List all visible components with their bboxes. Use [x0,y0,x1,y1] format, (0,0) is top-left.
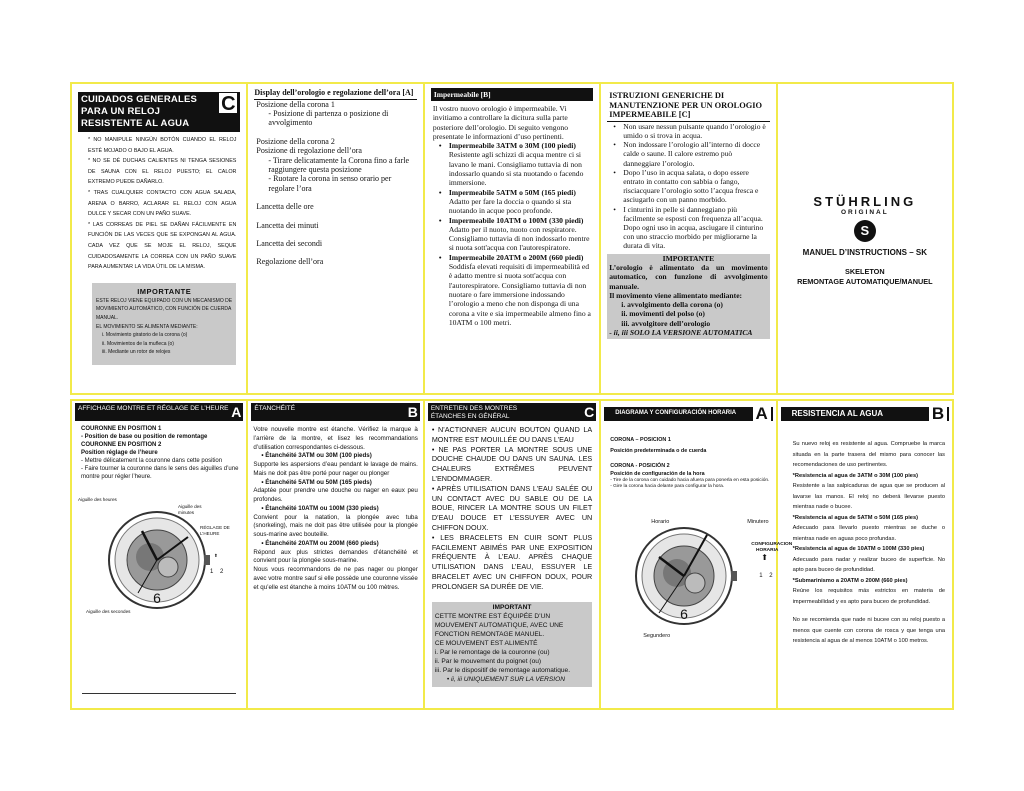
display-text [604,421,772,490]
text-line: Posizione della corona 2 [256,136,335,146]
list-item: • LES BRACELETS EN CUIR SONT PLUS FACILEMENT ABIMÉS PAR UNE EXPOSITION FRÉQUENTE À L’EAU. APRÈS CHAQUE UTILISATION DANS L’EAU, ESSUYER LE BRACELET AVEC UN CHIFFON DOUX, POUR PROLONGER SA DURÉE DE VIE. [431,532,593,591]
panel-french-display [72,401,248,708]
panel-italian-care [601,84,777,393]
text-para: Répond aux plus strictes demandes d’étanchéité et convient pour la plongée sous-marine. [253,548,418,565]
sheet-bottom [70,399,954,710]
text-para: • Étanchéité 10ATM ou 100M (330 pieds) [261,504,379,512]
important-line: i. avvolgimento della corona (o) [621,300,723,310]
panel-title: Display dell’orologio e regolazione dell’ora [A] [254,88,416,100]
divider [82,693,236,694]
panel-header [781,404,949,423]
water-list [433,141,591,327]
text-line: Regolazione dell’ora [256,257,324,267]
text-para: No se recomienda que nade ni bucee con su reloj puesto a menos que cuente con corona de rosca y que tenga una resistencia al agua de al menos 10ATM o 100 metros. [792,617,946,644]
important-line: CE MOUVEMENT EST ALIMENTÉ [434,639,538,647]
list-item: • Impermeabile 5ATM o 50M (165 piedi) Adatto per fare la doccia o quando si sta nuotando in acque poco profonde. [438,187,576,216]
dial-numeral: 6 [680,606,689,622]
minute-hand-label: Minutero [747,519,769,525]
care-list [607,122,769,251]
water-text [431,101,593,327]
hour-hand-label: Horario [651,519,670,525]
text-line: COURONNE EN POSITION 2 [81,442,162,448]
text-line: - Tire de la corona con cuidado hacia afuera para ponerla en esta posición. [610,478,770,483]
panel-italian-display [248,84,424,393]
panel-title: ENTRETIEN DES MONTRES ÉTANCHES EN GÉNÉRAL [430,405,518,420]
panel-spanish-display [601,401,793,708]
important-line: i. Movimiento giratorio de la corona (o) [102,332,188,339]
text-para: *Resistencia al agua de 5ATM o 50M (165 pies) [792,514,919,521]
list-item: • Impermeabile 20ATM o 200M (660 piedi) Soddisfa elevati requisiti di impermeabilità ed è adatto mentre si nuota sott'acqua con l'autorespiratore. Consigliamo tuttavia di non nuotare o fare immersione indossando l’orologio a meno che non disponga di una corona a vite e sia impermeabile almeno fino a 10ATM o 100 metri. [438,252,591,327]
panel-header [428,403,596,421]
panel-title: ISTRUZIONI GENERICHE DI MANUTENZIONE PER UN OROLOGIO IMPERMEABILE [C] [607,88,769,122]
text-para: Nous vous recommandons de ne pas nager ou plonger avec votre montre sauf si elle possède une couronne vissée et qu’elle est étanche à moins 10ATM ou 100 mètres. [253,566,418,591]
list-item: • Impermeabile 10ATM o 100M (330 piedi) Adatto per il nuoto, nuoto con respiratore. Consigliamo tuttavia di non indossarlo mentre si nuota sott'acqua con l'autorespiratore. [438,215,590,253]
text-line: Posición de configuración de la hora [610,470,705,477]
crown-pos-2: 2 [769,573,773,579]
text-line: Posizione della corona 1 [256,99,335,109]
list-item: • Non indossare l’orologio all’interno di docce calde o saune. Il calore estremo può danneggiare l’orologio. [613,140,761,168]
important-foot: - ii, iii SOLO LA VERSIONE AUTOMATICA [609,328,753,337]
arrow-up-icon: ⬆ [214,553,218,558]
text-para: • Étanchéité 20ATM ou 200M (660 pieds) [261,539,379,547]
panel-header [251,403,419,421]
important-line: iii. Mediante un rotor de relojes [102,349,171,356]
important-title: IMPORTANT [492,603,532,611]
panel-header [78,92,240,132]
text-line: Lancetta dei secondi [256,238,323,248]
dial-numeral: 6 [153,590,161,606]
text-para: Adecuado para llevarlo puesto mientras se duche o mientras nade en aguas poco profundas. [792,525,946,542]
second-hand-label: Aiguille des secondes [86,609,131,614]
text-line: Lancetta delle ore [256,202,314,212]
section-letter: C [218,92,238,114]
list-item: • N’ACTIONNER AUCUN BOUTON QUAND LA MONTRE EST MOUILLÉE OU DANS L’EAU [431,425,593,444]
panel-title: CUIDADOS GENERALES PARA UN RELOJ RESISTENTE AL AGUA [81,94,198,129]
text-line: CORONA – POSICION 1 [610,437,671,443]
important-title: IMPORTANTE [137,286,192,296]
sheet-top [70,82,954,395]
text-line: COURONNE EN POSITION 1 [81,426,162,432]
crown-pos-1: 1 [210,569,214,575]
important-title: IMPORTANTE [662,253,715,263]
text-line: Lancetta dei minuti [256,220,319,230]
text-line: - Faire tourner la couronne dans le sens des aiguilles d’une montre pour régler l’heure. [81,466,239,480]
important-sub: Il movimento viene alimentato mediante: [609,290,743,300]
panel-title: AFFICHAGE MONTRE ET RÉGLAGE DE L’HEURE [78,405,229,412]
section-letter: B [929,405,947,423]
panel-title: RESISTENCIA AL AGUA [791,409,884,418]
panel-header [75,403,243,421]
section-letter: C [584,404,595,420]
important-line: • ii, iii UNIQUEMENT SUR LA VERSION [446,675,566,683]
text-para: *Resistencia al agua de 10ATM o 100M (330 pies) [792,546,925,552]
panel-cover [778,84,952,393]
list-item: • APRÈS UTILISATION DANS L’EAU SALÉE OU UN CONTACT AVEC DU SABLE OU DE LA BOUE, RINCER LA MONTRE SOUS UN FILET D’EAU DOUCE ET L’ESSUYER AVEC UN CHIFFON DOUX. [431,483,593,532]
important-box [92,283,236,365]
text-line: Posición predeterminada o de cuerda [610,447,707,454]
important-line: ii. movimenti del polso (o) [621,309,705,319]
text-line: - Tirare delicatamente la Corona fino a farle raggiungere questa posizione [268,155,410,174]
text-para: Convient pour la natation, la plongée avec tuba (snorkeling), mais ne doit pas être utilisée pour la plongée sous-marine avec bouteille. [253,513,418,538]
brand-logo: STÜHRLING [813,194,917,209]
important-text: L’orologio è alimentato da un movimento automatico, con funzione di avvolgimento manuale. [609,262,768,291]
text-line: CORONA - POSICIÓN 2 [610,463,670,469]
text-line: - Posizione di partenza o posizione di avvolgimento [268,108,389,128]
time-config-label: CONFIGURACION HORARIA [751,542,793,553]
hour-hand-label: Aiguille des heures [78,497,117,502]
text-line: Posizione di regolazione dell’ora [256,146,362,156]
text-para: *Resistencia al agua de 3ATM o 30M (100 pies) [792,472,919,479]
second-hand-label: Segundero [643,633,671,639]
text-para: Adaptée pour prendre une douche ou nager en eaux peu profondes. [253,487,418,503]
manual-title: MANUEL D’INSTRUCTIONS – SK [802,248,927,257]
text-para: *Submarinismo a 20ATM o 200M (660 pies) [792,577,908,584]
care-item: * LAS CORREAS DE PIEL SE DAÑAN FÁCILMENTE EN FUNCIÓN DE LAS VECES QUE SE EXPONGAN AL AGUA. CADA VEZ QUE SE MOJE EL RELOJ, SEQUE CUIDADOSAMENTE LA CORREA CON UN PAÑO SUAVE PARA AUMENTAR LA VIDA ÚTIL DE LA MISMA. [88,221,237,271]
text-para: • Étanchéité 3ATM ou 30M (100 pieds) [261,452,372,460]
water-text [251,421,419,592]
model-name: SKELETON [845,267,885,276]
panel-header [604,404,772,423]
important-line: ii. Movimientos de la muñeca (o) [102,340,174,347]
arrow-up-icon: ⬆ [761,553,768,562]
panel-title: DIAGRAMA Y CONFIGURACIÓN HORARIA [615,410,737,416]
water-text [781,421,949,647]
text-para: Adecuado para nadar y realizar buceo de superficie. No apto para buceo de profundidad. [792,556,946,573]
care-item: * NO MANIPULE NINGÚN BOTÓN CUANDO EL RELOJ ESTÉ MOJADO O BAJO EL AGUA. [88,137,237,154]
care-item: * NO SE DÉ DUCHAS CALIENTES NI TENGA SESIONES DE SAUNA CON EL RELOJ PUESTO; EL CALOR EXTREMO PUEDE DAÑARLO. [88,158,237,186]
care-list [428,421,596,592]
panel-french-care [425,401,601,708]
model-sub: REMONTAGE AUTOMATIQUE/MANUEL [797,277,933,286]
time-setting-label: RÉGLAGE DE L’HEURE [200,525,230,536]
important-box [432,602,592,687]
panel-spanish-water [778,401,952,708]
text-line: Position réglage de l’heure [81,450,158,456]
intro-text: Il vostro nuovo orologio è impermeabile. Vi invitiamo a controllare la dicitura sulla parte posteriore dell’orologio. Di seguito vengono presentate le informazioni d’uso pertinenti. [432,104,568,141]
crown-pos-2: 2 [220,569,224,575]
important-line: i. Par le remontage de la couronne (ou) [434,648,550,656]
panel-title: Impermeabile [B] [431,88,593,101]
care-item: * TRAS CUALQUIER CONTACTO CON AGUA SALADA, ARENA O BARRO, ACLARAR EL RELOJ CON AGUA DULCE Y SECAR CON UN PAÑO SUAVE. [88,189,237,218]
text-para: Supporte les aspersions d’eau pendant le lavage de mains. Mais ne doit pas être porté pour nager ou plonger [253,461,418,477]
list-item: • I cinturini in pelle si danneggiano più facilmente se esposti con frequenza all’acqua. Dopo ogni uso in acqua, asciugare il cinturino con uno straccio morbido per migliorarne la durata di vita. [613,204,764,251]
important-line: EL MOVIMIENTO SE ALIMENTA MEDIANTE: [96,323,198,330]
panel-italian-water [425,84,601,393]
section-letter: A [753,405,771,423]
important-line: CETTE MONTRE EST ÉQUIPÉE D’UN MOUVEMENT AUTOMATIQUE, AVEC UNE FONCTION REMONTAGE MANUEL. [434,612,564,638]
important-line: ii. Par le mouvement du poignet (ou) [434,657,542,665]
text-para: Reúne los requisitos más estrictos en materia de impermeabilidad y es apto para buceo de profundidad. [792,588,946,605]
text-para: Su nuevo reloj es resistente al agua. Compruebe la marca situada en la parte trasera del mismo para conocer las recomendaciones de uso pertinentes. [792,441,946,468]
text-para: • Étanchéité 5ATM ou 50M (165 pieds) [261,478,372,486]
list-item: • Impermeabile 3ATM o 30M (100 piedi) Resistente agli schizzi di acqua mentre ci si lavano le mani. Consigliamo tuttavia di non indossarlo quando si sta nuotando o facendo immersione. [438,141,584,188]
text-line: - Ruotare la corona in senso orario per regolare l’ora [268,174,392,193]
important-line: iii. avvolgitore dell’orologio [621,318,711,328]
brand-emblem: S [854,220,876,242]
important-line: iii. Par le dispositif de remontage automatique. [434,666,571,674]
brand-sub: ORIGINAL [840,209,889,216]
important-line: ESTE RELOJ VIENE EQUIPADO CON UN MECANISMO DE MOVIMIENTO AUTOMÁTICO, CON FUNCIÓN DE CUERDA MANUAL. [96,297,233,321]
text-para: Resistente a las salpicaduras de agua que se producen al lavarse las manos. El reloj no deberá llevarse puesto mientras nade o bucee. [792,483,946,510]
watch-diagram [102,505,212,615]
text-line: - Position de base ou position de remontage [81,434,208,440]
crown-pos-1: 1 [759,573,763,579]
list-item: • Dopo l’uso in acqua salata, o dopo essere entrato in contatto con sabbia o fango, risciacquare l’orologio sotto l’acqua fresca e asciugarlo con un panno morbido. [613,167,759,205]
brand-block [778,194,952,287]
section-letter: A [231,404,242,420]
display-text [75,421,243,481]
text-line: - Mettre délicatement la couronne dans cette position [81,458,223,464]
display-text [254,100,416,267]
text-line: - Gire la corona hacia delante para configurar la hora. [610,484,725,489]
panel-spanish-care [72,84,248,393]
care-list [78,132,240,273]
panel-french-water [248,401,424,708]
important-box [607,254,769,340]
section-letter: B [407,404,418,420]
text-para: Votre nouvelle montre est étanche. Vérifiez la marque à l’arrière de la montre, et lisez les recommandations d’utilisation correspondantes ci-dessous. [253,426,418,451]
list-item: • NE PAS PORTER LA MONTRE SOUS UNE DOUCHE CHAUDE OU DANS UN SAUNA. LES CHALEURS EXTRÊMES PEUVENT L’ENDOMMAGER. [431,444,593,483]
list-item: • Non usare nessun pulsante quando l’orologio è umido o si trova in acqua. [613,121,766,140]
panel-title: ÉTANCHÉITÉ [254,405,296,412]
minute-hand-label: Aiguille des minutes [178,504,202,515]
watch-diagram [629,521,739,631]
